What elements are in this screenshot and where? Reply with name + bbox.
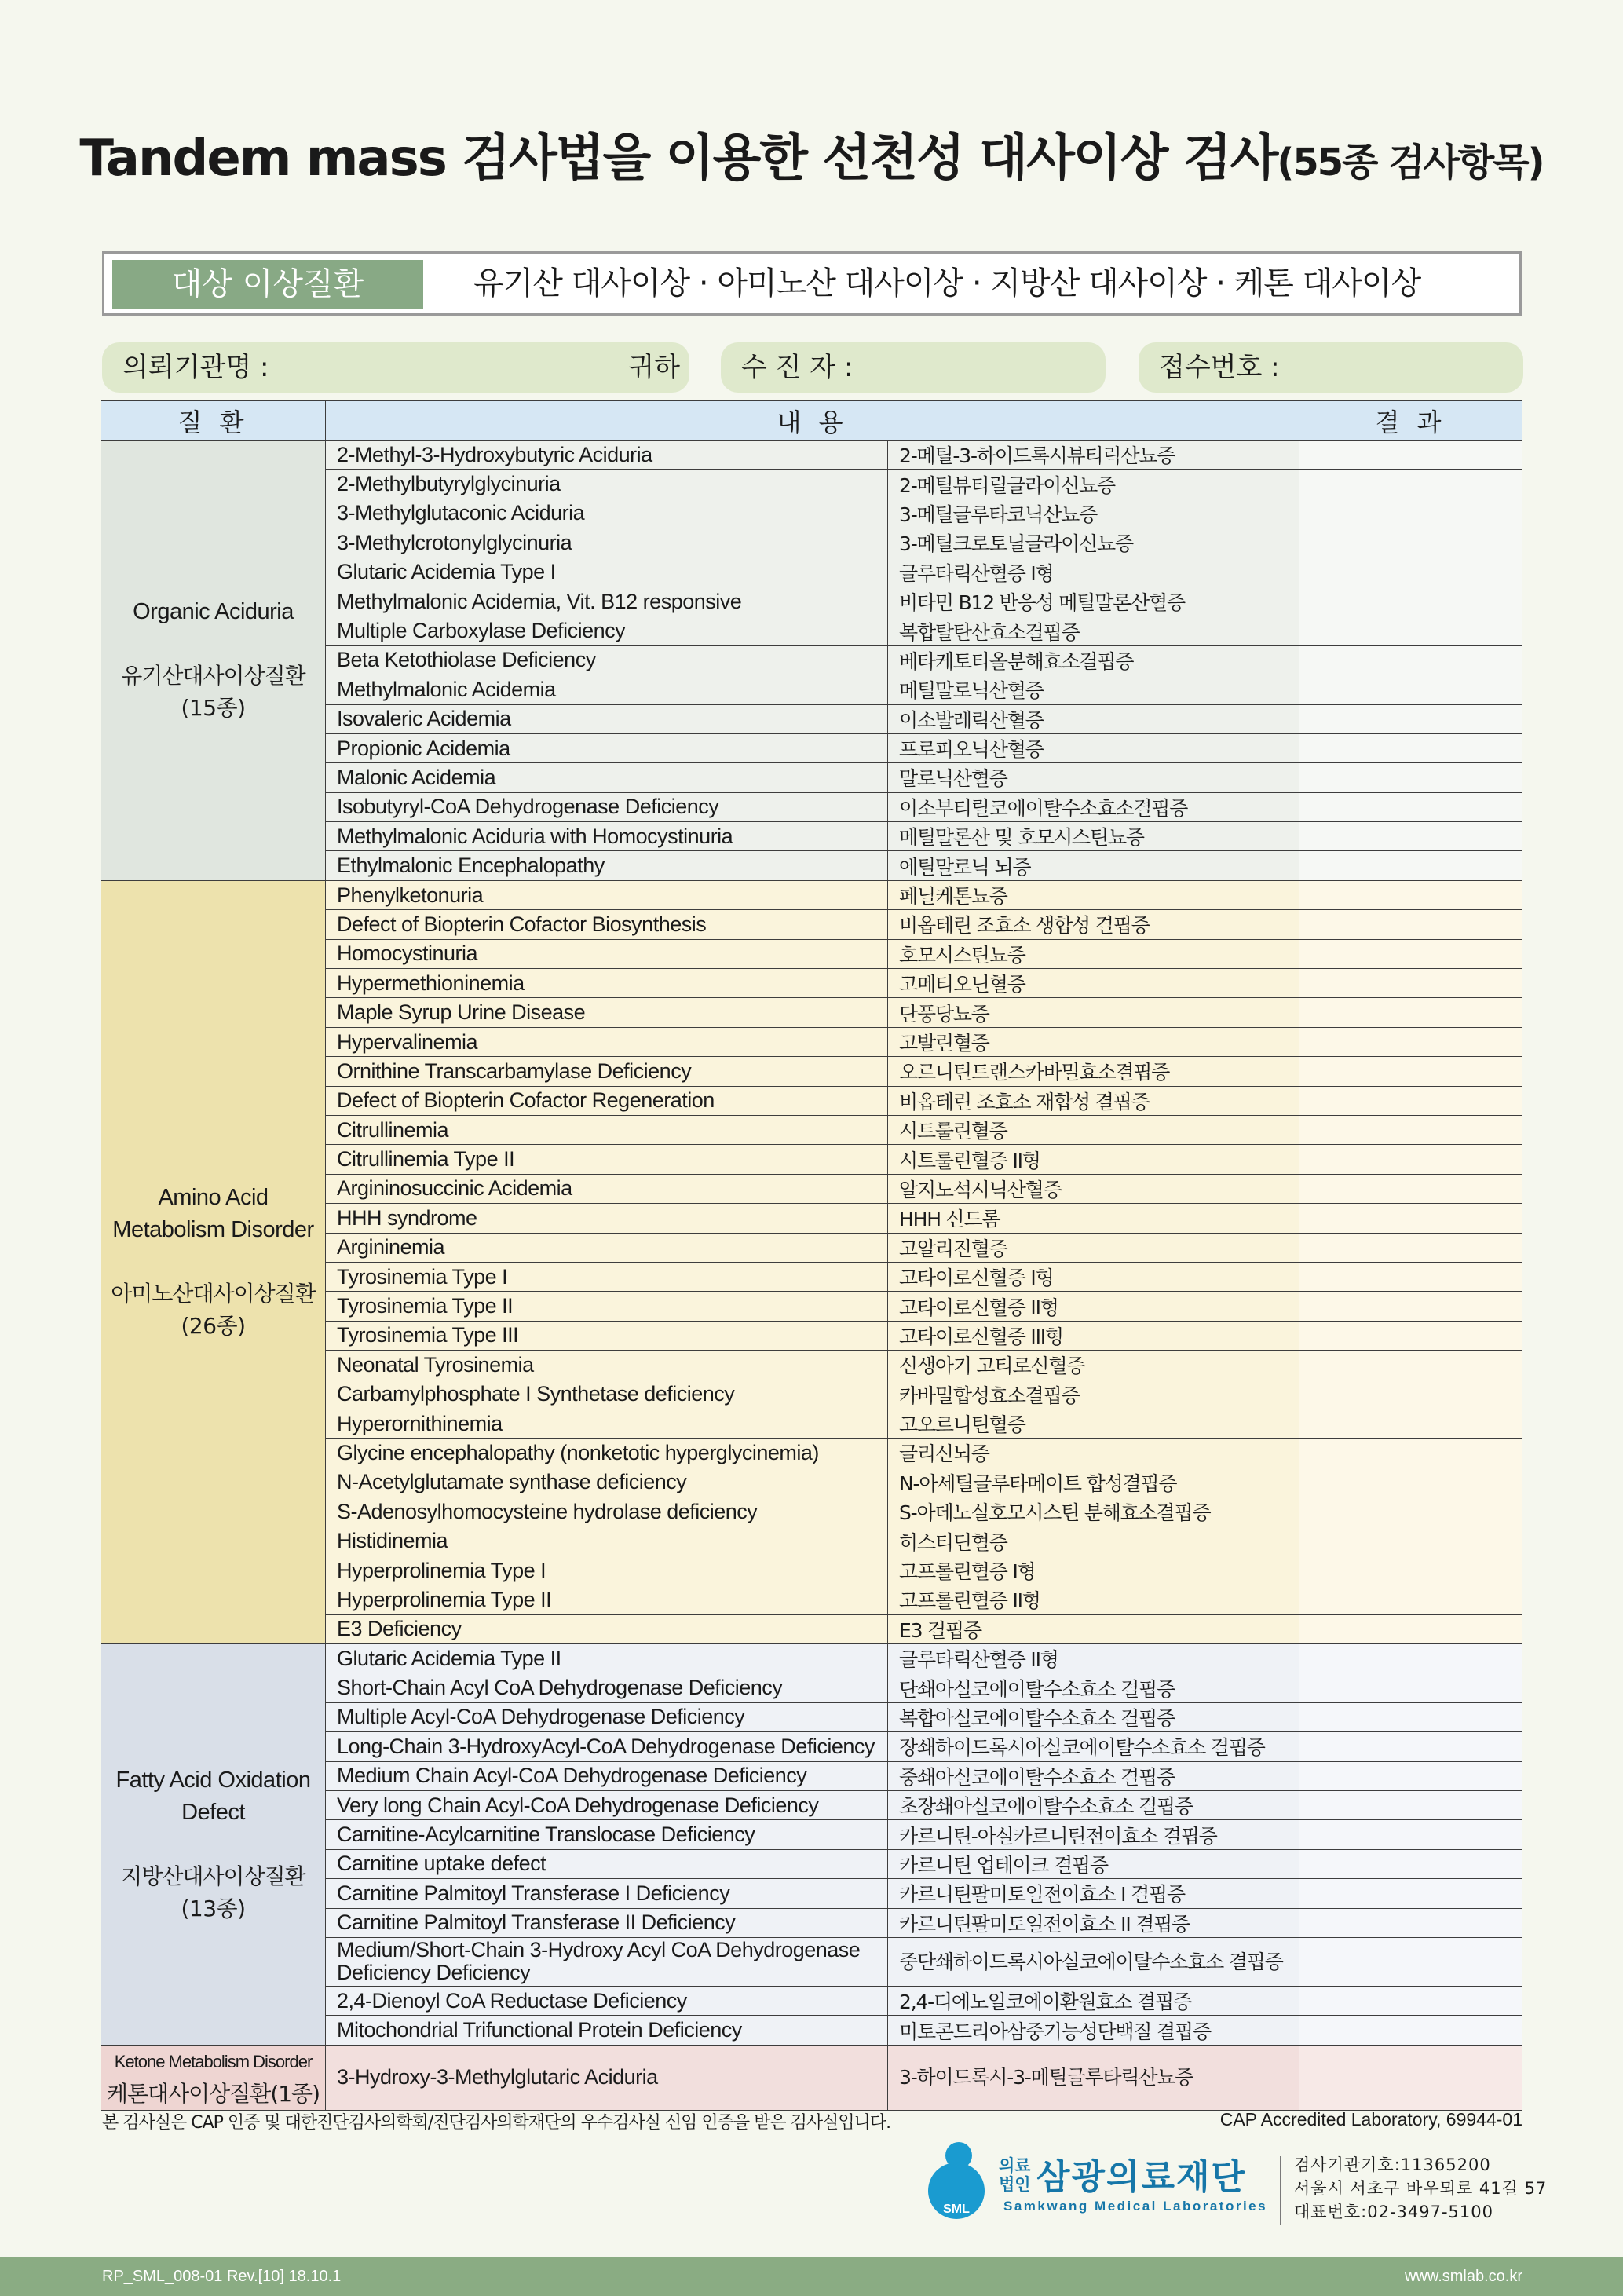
disease-name-ko: 고프롤린혈증 II형 <box>888 1585 1299 1614</box>
disease-name-ko: 복합아실코에이탈수소효소 결핍증 <box>888 1702 1299 1731</box>
disease-name-en: S-Adenosylhomocysteine hydrolase deficiency <box>326 1497 888 1526</box>
disease-name-en: Ornithine Transcarbamylase Deficiency <box>326 1057 888 1086</box>
result-cell[interactable] <box>1299 998 1522 1027</box>
disease-name-ko: 중쇄아실코에이탈수소효소 결핍증 <box>888 1761 1299 1790</box>
result-cell[interactable] <box>1299 1321 1522 1350</box>
disease-name-en: Methylmalonic Acidemia, Vit. B12 responsive <box>326 587 888 616</box>
category-cell <box>101 441 326 881</box>
disease-name-en: 2,4-Dienoyl CoA Reductase Deficiency <box>326 1986 888 2015</box>
result-cell[interactable] <box>1299 1086 1522 1115</box>
disease-name-en: Hypermethioninemia <box>326 969 888 998</box>
category-en: Fatty Acid Oxidation Defect <box>115 1767 311 1825</box>
disease-name-en: Homocystinuria <box>326 939 888 968</box>
result-cell[interactable] <box>1299 1908 1522 1937</box>
category-count: (15종) <box>181 695 246 722</box>
org-english-name: Samkwang Medical Laboratories <box>1003 2199 1268 2214</box>
result-cell[interactable] <box>1299 675 1522 704</box>
disease-name-ko: 페닐케톤뇨증 <box>888 880 1299 909</box>
disease-name-en: Hyperprolinemia Type II <box>326 1585 888 1614</box>
divider <box>1280 2156 1281 2225</box>
result-cell[interactable] <box>1299 1526 1522 1556</box>
result-cell[interactable] <box>1299 880 1522 909</box>
corp-type-2: 법인 <box>999 2175 1031 2194</box>
disease-name-en: Multiple Acyl-CoA Dehydrogenase Deficiency <box>326 1702 888 1731</box>
result-cell[interactable] <box>1299 587 1522 616</box>
result-cell[interactable] <box>1299 763 1522 792</box>
disease-name-en: Carnitine uptake defect <box>326 1849 888 1878</box>
disease-name-ko: 신생아기 고티로신혈증 <box>888 1351 1299 1380</box>
disease-name-en: Argininosuccinic Acidemia <box>326 1174 888 1203</box>
disease-name-en: Defect of Biopterin Cofactor Biosynthesis <box>326 910 888 939</box>
org-info <box>1294 2153 1547 2224</box>
result-cell[interactable] <box>1299 1732 1522 1761</box>
disease-name-en: Long-Chain 3-HydroxyAcyl-CoA Dehydrogenase Deficiency <box>326 1732 888 1761</box>
table-row <box>101 1644 1522 1673</box>
disease-name-ko: 고알리진혈증 <box>888 1233 1299 1262</box>
disease-name-ko: 히스티딘혈증 <box>888 1526 1299 1556</box>
result-cell[interactable] <box>1299 1174 1522 1203</box>
disease-name-ko: 카르니틴팔미토일전이효소 II 결핍증 <box>888 1908 1299 1937</box>
disease-name-en: Tyrosinemia Type III <box>326 1321 888 1350</box>
category-count: (13종) <box>181 1895 246 1921</box>
disease-name-en: Glutaric Acidemia Type II <box>326 1644 888 1673</box>
result-cell[interactable] <box>1299 2016 1522 2045</box>
result-cell[interactable] <box>1299 939 1522 968</box>
result-cell[interactable] <box>1299 1556 1522 1585</box>
disease-name-ko: 복합탈탄산효소결핍증 <box>888 616 1299 645</box>
disease-name-ko: 3-메틸글루타코닉산뇨증 <box>888 499 1299 528</box>
table-row <box>101 441 1522 470</box>
disease-name-ko: 이소발레릭산혈증 <box>888 704 1299 733</box>
org-address: 서울시 서초구 바우뫼로 41길 57 <box>1294 2179 1548 2198</box>
disease-name-en: 3-Methylglutaconic Aciduria <box>326 499 888 528</box>
disease-name-ko: 3-하이드록시-3-메틸글루타릭산뇨증 <box>888 2045 1299 2110</box>
disease-name-en: Isovaleric Acidemia <box>326 704 888 733</box>
corp-type-1: 의료 <box>999 2156 1031 2175</box>
org-name: 삼광의료재단 <box>1036 2157 1247 2197</box>
result-cell[interactable] <box>1299 1879 1522 1908</box>
result-cell[interactable] <box>1299 1702 1522 1731</box>
disease-name-en: Carnitine Palmitoyl Transferase I Deficiency <box>326 1879 888 1908</box>
title-main: Tandem mass 검사법을 이용한 선천성 대사이상 검사 <box>79 130 1278 188</box>
disease-name-ko: 단쇄아실코에이탈수소효소 결핍증 <box>888 1673 1299 1702</box>
result-cell[interactable] <box>1299 1351 1522 1380</box>
disease-name-ko: 3-메틸크로토닐글라이신뇨증 <box>888 528 1299 558</box>
disease-name-en: Hyperornithinemia <box>326 1409 888 1438</box>
result-cell[interactable] <box>1299 1849 1522 1878</box>
disease-name-ko: 고발린혈증 <box>888 1027 1299 1056</box>
category-ko: 유기산대사이상질환 <box>121 663 305 689</box>
disease-name-en: Medium/Short-Chain 3-Hydroxy Acyl CoA Dehydrogenase Deficiency Deficiency <box>326 1937 888 1986</box>
disease-name-en: Mitochondrial Trifunctional Protein Deficiency <box>326 2016 888 2045</box>
disease-name-en: Carbamylphosphate I Synthetase deficiency <box>326 1380 888 1409</box>
category-cell <box>101 2045 326 2110</box>
disease-name-en: Beta Ketothiolase Deficiency <box>326 645 888 675</box>
header-content: 내 용 <box>326 401 1299 441</box>
disease-name-ko: 장쇄하이드록시아실코에이탈수소효소 결핍증 <box>888 1732 1299 1761</box>
institution-field[interactable] <box>102 342 689 393</box>
disease-name-ko: 알지노석시닉산혈증 <box>888 1174 1299 1203</box>
disease-name-en: Hypervalinemia <box>326 1027 888 1056</box>
result-cell[interactable] <box>1299 1439 1522 1468</box>
disease-name-en: Carnitine Palmitoyl Transferase II Deficiency <box>326 1908 888 1937</box>
disease-name-ko: 고타이로신혈증 I형 <box>888 1262 1299 1291</box>
result-cell[interactable] <box>1299 616 1522 645</box>
result-cell[interactable] <box>1299 499 1522 528</box>
header-disease: 질 환 <box>101 401 326 441</box>
result-cell[interactable] <box>1299 851 1522 880</box>
disease-name-ko: 카바밀합성효소결핍증 <box>888 1380 1299 1409</box>
result-cell[interactable] <box>1299 910 1522 939</box>
logo-badge-text: SML <box>943 2203 970 2216</box>
disease-name-ko: 글루타릭산혈증 II형 <box>888 1644 1299 1673</box>
result-cell[interactable] <box>1299 733 1522 762</box>
result-cell[interactable] <box>1299 1145 1522 1174</box>
result-cell[interactable] <box>1299 1937 1522 1986</box>
sml-logo-icon <box>928 2163 985 2219</box>
disease-name-en: Multiple Carboxylase Deficiency <box>326 616 888 645</box>
disease-name-ko: 비타민 B12 반응성 메틸말론산혈증 <box>888 587 1299 616</box>
disease-name-ko: HHH 신드롬 <box>888 1204 1299 1233</box>
result-cell[interactable] <box>1299 441 1522 470</box>
disease-name-ko: 프로피오닉산혈증 <box>888 733 1299 762</box>
disease-name-en: Methylmalonic Aciduria with Homocystinuria <box>326 822 888 851</box>
result-cell[interactable] <box>1299 1262 1522 1291</box>
result-cell[interactable] <box>1299 792 1522 821</box>
category-cell <box>101 880 326 1643</box>
disease-name-ko: 미토콘드리아삼중기능성단백질 결핍증 <box>888 2016 1299 2045</box>
disease-name-ko: 글리신뇌증 <box>888 1439 1299 1468</box>
result-cell[interactable] <box>1299 1057 1522 1086</box>
result-cell[interactable] <box>1299 528 1522 558</box>
result-cell[interactable] <box>1299 969 1522 998</box>
document-id: RP_SML_008-01 Rev.[10] 18.10.1 <box>102 2268 342 2285</box>
disease-name-en: N-Acetylglutamate synthase deficiency <box>326 1468 888 1497</box>
disease-name-en: Histidinemia <box>326 1526 888 1556</box>
result-cell[interactable] <box>1299 1614 1522 1643</box>
accreditation-note: 본 검사실은 CAP 인증 및 대한진단검사의학회/진단검사의학재단의 우수검사실 신임 인증을 받은 검사실입니다. <box>102 2113 891 2133</box>
disease-name-en: 2-Methylbutyrylglycinuria <box>326 470 888 499</box>
disease-name-ko: 카르니틴 업테이크 결핍증 <box>888 1849 1299 1878</box>
result-cell[interactable] <box>1299 1790 1522 1819</box>
title-sub: (55종 검사항목) <box>1277 141 1544 185</box>
result-cell[interactable] <box>1299 1409 1522 1438</box>
disease-name-ko: 말로닉산혈증 <box>888 763 1299 792</box>
disease-name-ko: 고프롤린혈증 I형 <box>888 1556 1299 1585</box>
disease-name-en: Malonic Acidemia <box>326 763 888 792</box>
disease-name-ko: 에틸말로닉 뇌증 <box>888 851 1299 880</box>
disease-name-en: Isobutyryl-CoA Dehydrogenase Deficiency <box>326 792 888 821</box>
table-row <box>101 2045 1522 2110</box>
disease-name-en: Tyrosinemia Type II <box>326 1292 888 1321</box>
result-cell[interactable] <box>1299 1115 1522 1144</box>
test-items-table <box>101 400 1522 2111</box>
result-cell[interactable] <box>1299 470 1522 499</box>
disease-name-ko: 고오르니틴혈증 <box>888 1409 1299 1438</box>
disease-name-ko: 초장쇄아실코에이탈수소효소 결핍증 <box>888 1790 1299 1819</box>
result-cell[interactable] <box>1299 1986 1522 2015</box>
result-cell[interactable] <box>1299 1585 1522 1614</box>
disease-name-ko: 이소부티릴코에이탈수소효소결핍증 <box>888 792 1299 821</box>
disease-name-ko: 메틸말론산 및 호모시스틴뇨증 <box>888 822 1299 851</box>
result-cell[interactable] <box>1299 1644 1522 1673</box>
result-cell[interactable] <box>1299 558 1522 587</box>
disease-name-en: HHH syndrome <box>326 1204 888 1233</box>
disease-name-ko: 오르니틴트랜스카바밀효소결핍증 <box>888 1057 1299 1086</box>
disease-name-ko: 카르니틴팔미토일전이효소 I 결핍증 <box>888 1879 1299 1908</box>
result-cell[interactable] <box>1299 1761 1522 1790</box>
disease-name-ko: 호모시스틴뇨증 <box>888 939 1299 968</box>
disease-name-en: Phenylketonuria <box>326 880 888 909</box>
disease-name-en: E3 Deficiency <box>326 1614 888 1643</box>
disease-name-en: Methylmalonic Acidemia <box>326 675 888 704</box>
result-cell[interactable] <box>1299 1468 1522 1497</box>
disease-name-en: Medium Chain Acyl-CoA Dehydrogenase Deficiency <box>326 1761 888 1790</box>
disease-name-en: 3-Hydroxy-3-Methylglutaric Aciduria <box>326 2045 888 2110</box>
disease-name-ko: N-아세틸글루타메이트 합성결핍증 <box>888 1468 1299 1497</box>
category-count: (26종) <box>181 1313 246 1340</box>
result-cell[interactable] <box>1299 1233 1522 1262</box>
target-text: 유기산 대사이상 · 아미노산 대사이상 · 지방산 대사이상 · 케톤 대사이상 <box>473 265 1421 302</box>
disease-name-en: Glutaric Acidemia Type I <box>326 558 888 587</box>
result-cell[interactable] <box>1299 2045 1522 2110</box>
table-row <box>101 880 1522 909</box>
category-ko: 아미노산대사이상질환 <box>111 1281 316 1307</box>
website-link[interactable]: www.smlab.co.kr <box>1404 2268 1522 2285</box>
disease-name-en: Short-Chain Acyl CoA Dehydrogenase Deficiency <box>326 1673 888 1702</box>
category-en: Ketone Metabolism Disorder <box>114 2051 313 2071</box>
disease-name-ko: 시트룰린혈증 <box>888 1115 1299 1144</box>
disease-name-ko: 비옵테린 조효소 재합성 결핍증 <box>888 1086 1299 1115</box>
result-cell[interactable] <box>1299 1380 1522 1409</box>
disease-name-ko: 2-메틸뷰티릴글라이신뇨증 <box>888 470 1299 499</box>
honorific-label: 귀하 <box>628 352 680 383</box>
category-en: Amino Acid Metabolism Disorder <box>112 1185 314 1243</box>
institution-label: 의뢰기관명 : <box>122 352 269 383</box>
disease-name-en: Glycine encephalopathy (nonketotic hyperglycinemia) <box>326 1439 888 1468</box>
target-disease-box <box>102 251 1522 316</box>
target-label: 대상 이상질환 <box>112 260 423 309</box>
table-header-row <box>101 401 1522 441</box>
result-cell[interactable] <box>1299 1027 1522 1056</box>
disease-name-ko: 글루타릭산혈증 I형 <box>888 558 1299 587</box>
disease-name-ko: 고타이로신혈증 III형 <box>888 1321 1299 1350</box>
result-cell[interactable] <box>1299 1292 1522 1321</box>
disease-name-en: Citrullinemia Type II <box>326 1145 888 1174</box>
patient-field[interactable] <box>721 342 1106 393</box>
disease-name-en: Very long Chain Acyl-CoA Dehydrogenase Deficiency <box>326 1790 888 1819</box>
disease-name-ko: 카르니틴-아실카르니틴전이효소 결핍증 <box>888 1820 1299 1849</box>
header-result: 결 과 <box>1299 401 1522 441</box>
disease-name-en: Citrullinemia <box>326 1115 888 1144</box>
disease-name-en: Defect of Biopterin Cofactor Regeneration <box>326 1086 888 1115</box>
footer-bar <box>0 2257 1623 2296</box>
patient-label: 수 진 자 : <box>741 352 854 383</box>
category-cell <box>101 1644 326 2046</box>
disease-name-ko: 단풍당뇨증 <box>888 998 1299 1027</box>
disease-name-en: Neonatal Tyrosinemia <box>326 1351 888 1380</box>
disease-name-ko: 비옵테린 조효소 생합성 결핍증 <box>888 910 1299 939</box>
cap-accreditation: CAP Accredited Laboratory, 69944-01 <box>1219 2109 1522 2130</box>
disease-name-ko: 중단쇄하이드록시아실코에이탈수소효소 결핍증 <box>888 1937 1299 1986</box>
category-ko: 케톤대사이상질환(1종) <box>106 2080 320 2107</box>
disease-name-en: 3-Methylcrotonylglycinuria <box>326 528 888 558</box>
receipt-label: 접수번호 : <box>1159 352 1280 383</box>
receipt-field[interactable] <box>1139 342 1523 393</box>
disease-name-en: Ethylmalonic Encephalopathy <box>326 851 888 880</box>
disease-name-en: Propionic Acidemia <box>326 733 888 762</box>
org-phone: 대표번호:02-3497-5100 <box>1294 2203 1493 2221</box>
disease-name-ko: 2,4-디에노일코에이환원효소 결핍증 <box>888 1986 1299 2015</box>
result-cell[interactable] <box>1299 1497 1522 1526</box>
result-cell[interactable] <box>1299 704 1522 733</box>
disease-name-ko: 고타이로신혈증 II형 <box>888 1292 1299 1321</box>
corp-type <box>999 2156 1031 2194</box>
disease-name-en: Argininemia <box>326 1233 888 1262</box>
disease-name-en: 2-Methyl-3-Hydroxybutyric Aciduria <box>326 441 888 470</box>
disease-name-ko: 고메티오닌혈증 <box>888 969 1299 998</box>
disease-name-en: Carnitine-Acylcarnitine Translocase Deficiency <box>326 1820 888 1849</box>
disease-name-ko: 시트룰린혈증 II형 <box>888 1145 1299 1174</box>
disease-name-ko: 베타케토티올분해효소결핍증 <box>888 645 1299 675</box>
category-ko: 지방산대사이상질환 <box>121 1863 305 1889</box>
result-cell[interactable] <box>1299 822 1522 851</box>
result-cell[interactable] <box>1299 1820 1522 1849</box>
disease-name-ko: 메틸말로닉산혈증 <box>888 675 1299 704</box>
disease-name-en: Tyrosinemia Type I <box>326 1262 888 1291</box>
disease-name-ko: S-아데노실호모시스틴 분해효소결핍증 <box>888 1497 1299 1526</box>
disease-name-ko: E3 결핍증 <box>888 1614 1299 1643</box>
result-cell[interactable] <box>1299 1204 1522 1233</box>
disease-name-en: Maple Syrup Urine Disease <box>326 998 888 1027</box>
org-code: 검사기관기호:11365200 <box>1294 2155 1491 2174</box>
disease-name-en: Hyperprolinemia Type I <box>326 1556 888 1585</box>
page-title <box>0 118 1623 190</box>
category-en: Organic Aciduria <box>133 599 294 625</box>
result-cell[interactable] <box>1299 645 1522 675</box>
disease-name-ko: 2-메틸-3-하이드록시뷰티릭산뇨증 <box>888 441 1299 470</box>
result-cell[interactable] <box>1299 1673 1522 1702</box>
